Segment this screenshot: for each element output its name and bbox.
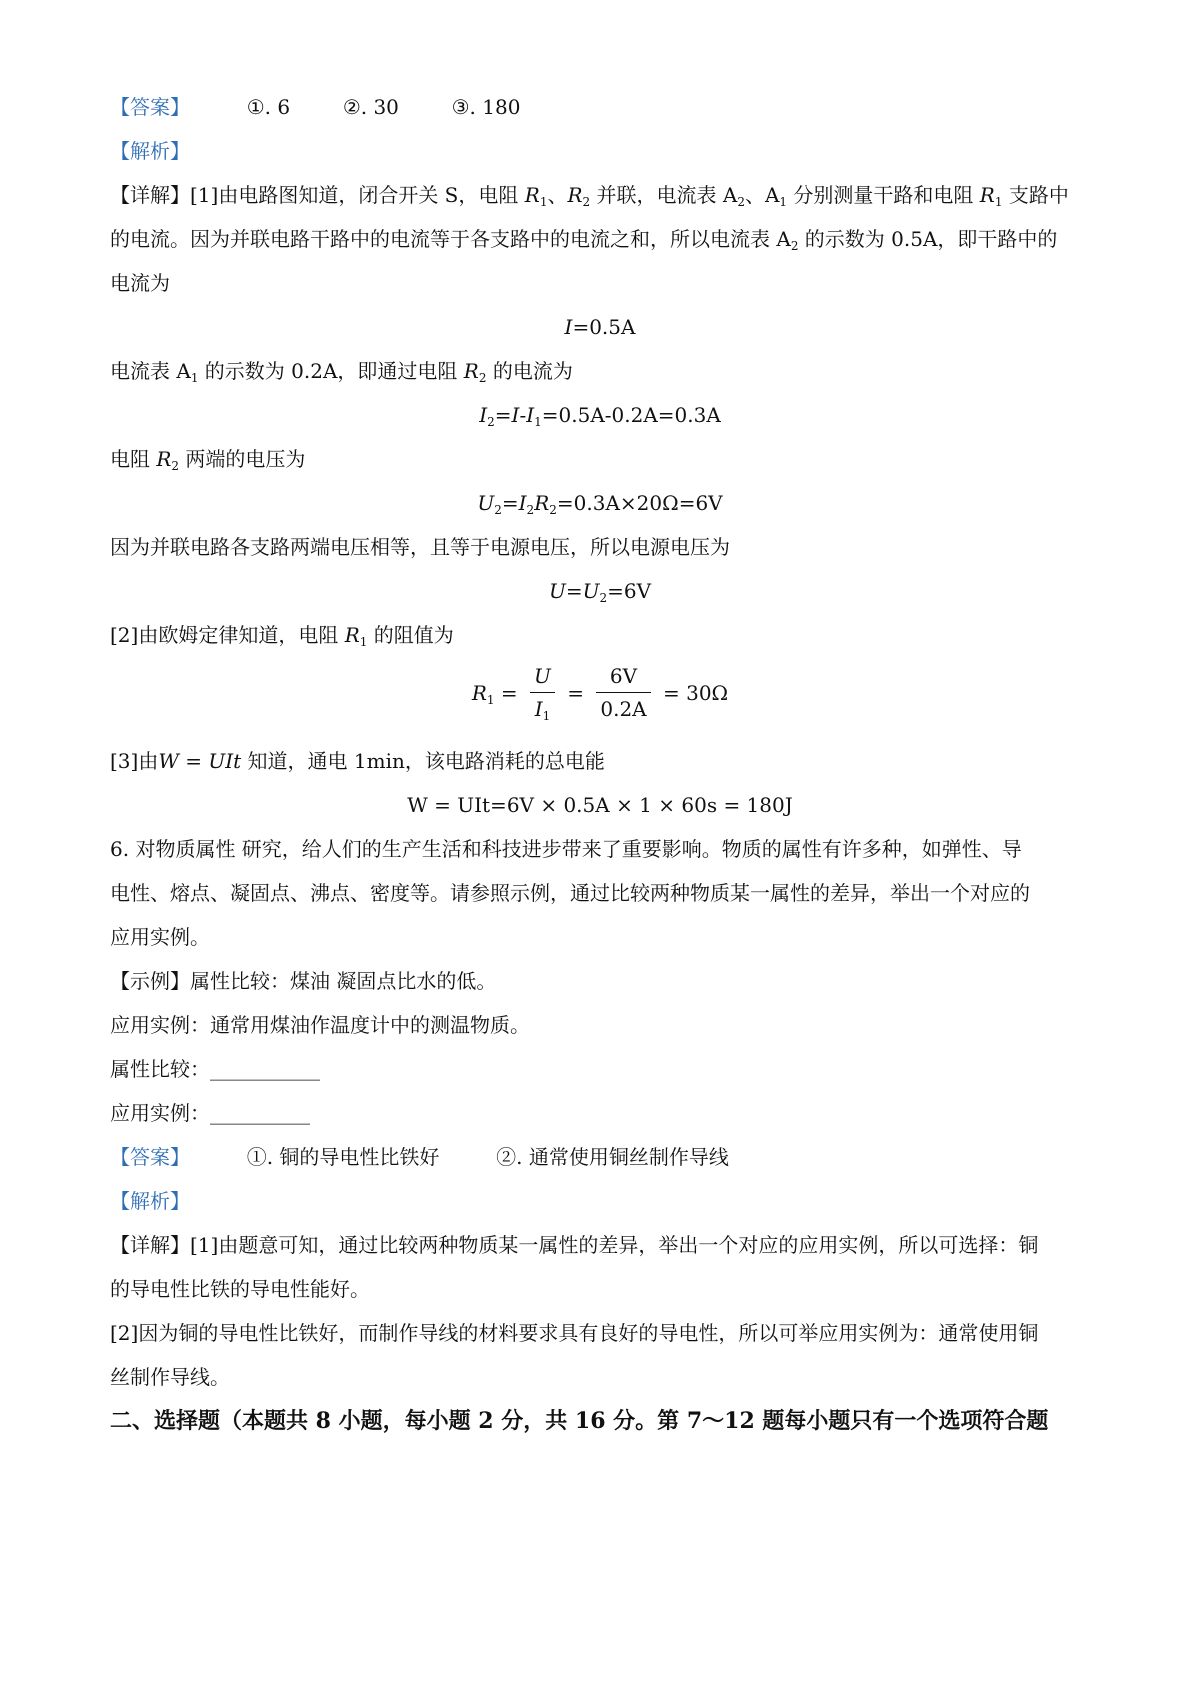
detail-line-5	[110, 446, 305, 472]
q6-example: 【示例】属性比较：煤油 凝固点比水的低。	[110, 969, 497, 993]
equation-2: $I_2=I-I_1=0.5A-0.2A=0.3A$	[479, 403, 721, 429]
answer-tag: 【答案】	[110, 95, 190, 119]
var-r: R	[156, 447, 172, 471]
text: I	[534, 697, 543, 721]
equation-4: $U=U_2=6V$	[548, 579, 652, 605]
text: [2]由欧姆定律知道，电阻	[110, 623, 345, 647]
sub-2: 2	[526, 503, 535, 517]
detail-line-7	[110, 622, 454, 648]
text: 支路中	[1002, 183, 1069, 207]
section-heading: 二、选择题（本题共 8 小题，每小题 2 分，共 16 分。第 7～12 题每小题只有一个选项符合题	[110, 1408, 1049, 1434]
answer-tag: 【答案】	[110, 1145, 190, 1169]
sub-2: 2	[478, 371, 487, 385]
text: 、	[547, 183, 568, 207]
text: 两端的电压为	[179, 447, 306, 471]
text: =0.5A-0.2A=0.3A	[541, 403, 721, 427]
q6-example-app: 应用实例：通常用煤油作温度计中的测温物质。	[110, 1013, 530, 1037]
equation-3: $U_2=I_2R_2=0.3A\times 20\Omega=6V$	[477, 491, 723, 517]
equation-lhs: $R_1$ =	[471, 680, 518, 707]
answer-line-6	[110, 1144, 729, 1170]
frac-denominator: 0.2A	[600, 697, 647, 721]
equation-1	[0, 314, 1200, 340]
text: 的示数为 0.2A，即通过电阻	[198, 359, 464, 383]
var-r: R	[979, 183, 995, 207]
answer-3: ③. 180	[451, 95, 521, 119]
formula: W = UIt	[158, 749, 242, 773]
sub-1: 1	[534, 415, 542, 429]
text: [3]由	[110, 749, 159, 773]
fraction-u-over-i	[530, 664, 555, 721]
sub-2: 2	[494, 503, 502, 517]
var-r: R	[463, 359, 479, 383]
q6-detail-1: 【详解】[1]由题意可知，通过比较两种物质某一属性的差异，举出一个对应的应用实例，所以可选择：铜	[110, 1233, 1039, 1257]
var-u: U	[477, 491, 495, 515]
sub-2: 2	[790, 239, 799, 253]
var-r: R	[534, 491, 550, 515]
fraction-values	[596, 664, 650, 721]
sub-1: 1	[486, 692, 495, 707]
sub-2: 2	[582, 195, 591, 209]
sub-2: 2	[549, 503, 557, 517]
q6-detail-2: 的导电性比铁的导电性能好。	[110, 1277, 370, 1301]
sub-1: 1	[190, 371, 199, 385]
text: 知道，通电 1min，该电路消耗的总电能	[241, 749, 605, 773]
sub-2: 2	[599, 591, 608, 605]
var-r: R	[524, 183, 540, 207]
detail-line-6: 因为并联电路各支路两端电压相等，且等于电源电压，所以电源电压为	[110, 535, 730, 559]
var-u: U	[582, 579, 600, 603]
sub-1: 1	[359, 635, 368, 649]
answer-1: ①. 6	[246, 95, 291, 119]
detail-tag: 【详解】	[110, 183, 190, 207]
text: =0.5A	[572, 315, 636, 339]
sub-1: 1	[542, 709, 551, 723]
text: 的阻值为	[367, 623, 454, 647]
sub-1: 1	[994, 195, 1003, 209]
sub-1: 1	[539, 195, 548, 209]
equation-result: = 30Ω	[662, 680, 729, 705]
answer-line-5	[110, 94, 520, 120]
analysis-tag: 【解析】	[110, 139, 190, 163]
var-r: R	[471, 680, 487, 705]
text: =6V	[607, 579, 652, 603]
detail-line-8	[110, 748, 605, 774]
var-i: I	[511, 403, 520, 427]
var-u: U	[548, 579, 566, 603]
answer-2: ②. 通常使用铜丝制作导线	[496, 1145, 729, 1169]
equation-6: W = UIt=6V × 0.5A × 1 × 60s = 180J	[407, 793, 793, 817]
text: 分别测量干路和电阻	[787, 183, 980, 207]
frac-numerator: 6V	[596, 664, 650, 693]
var-i: I	[564, 315, 573, 339]
text: =0.3A×20Ω=6V	[556, 491, 723, 515]
q6-line-2: 电性、熔点、凝固点、沸点、密度等。请参照示例，通过比较两种物质某一属性的差异，举出一个对应的	[110, 881, 1030, 905]
text: 的示数为 0.5A，即干路中的	[798, 227, 1058, 251]
var-i: I	[479, 403, 488, 427]
var-i: I	[518, 491, 527, 515]
text: 电阻	[110, 447, 157, 471]
analysis-tag: 【解析】	[110, 1189, 190, 1213]
q6-detail-4: 丝制作导线。	[110, 1365, 230, 1389]
frac-numerator: U	[530, 664, 555, 693]
q6-line-3: 应用实例。	[110, 925, 210, 949]
text: 电流表 A	[110, 359, 191, 383]
var-r: R	[344, 623, 360, 647]
frac-denominator	[530, 693, 555, 721]
text: 、A	[744, 183, 780, 207]
answer-2: ②. 30	[342, 95, 399, 119]
sub-2: 2	[487, 415, 495, 429]
detail-line-3: 电流为	[110, 271, 170, 295]
detail-line-2	[110, 226, 1057, 252]
q6-blank-1: 属性比较：___________	[110, 1057, 320, 1081]
var-r: R	[567, 183, 583, 207]
q6-blank-2: 应用实例：__________	[110, 1101, 310, 1125]
answer-1: ①. 铜的导电性比铁好	[246, 1145, 440, 1169]
sub-2: 2	[737, 195, 745, 209]
equation-5	[0, 664, 1200, 721]
text: 的电流。因为并联电路干路中的电流等于各支路中的电流之和，所以电流表 A	[110, 227, 791, 251]
detail-line-1	[110, 182, 1069, 208]
text: 并联，电流表 A	[590, 183, 738, 207]
q6-line-1: 6. 对物质属性 研究，给人们的生产生活和科技进步带来了重要影响。物质的属性有许多种，如弹性、导	[110, 837, 1022, 861]
q6-detail-3: [2]因为铜的导电性比铁好，而制作导线的材料要求具有良好的导电性，所以可举应用实例为：通常使用铜	[110, 1321, 1039, 1345]
text: 的电流为	[486, 359, 573, 383]
sub-1: 1	[779, 195, 788, 209]
detail-line-4	[110, 358, 573, 384]
sub-2: 2	[171, 459, 180, 473]
equals: =	[567, 680, 585, 705]
text: [1]由电路图知道，闭合开关 S，电阻	[190, 183, 525, 207]
var-i: I	[526, 403, 535, 427]
